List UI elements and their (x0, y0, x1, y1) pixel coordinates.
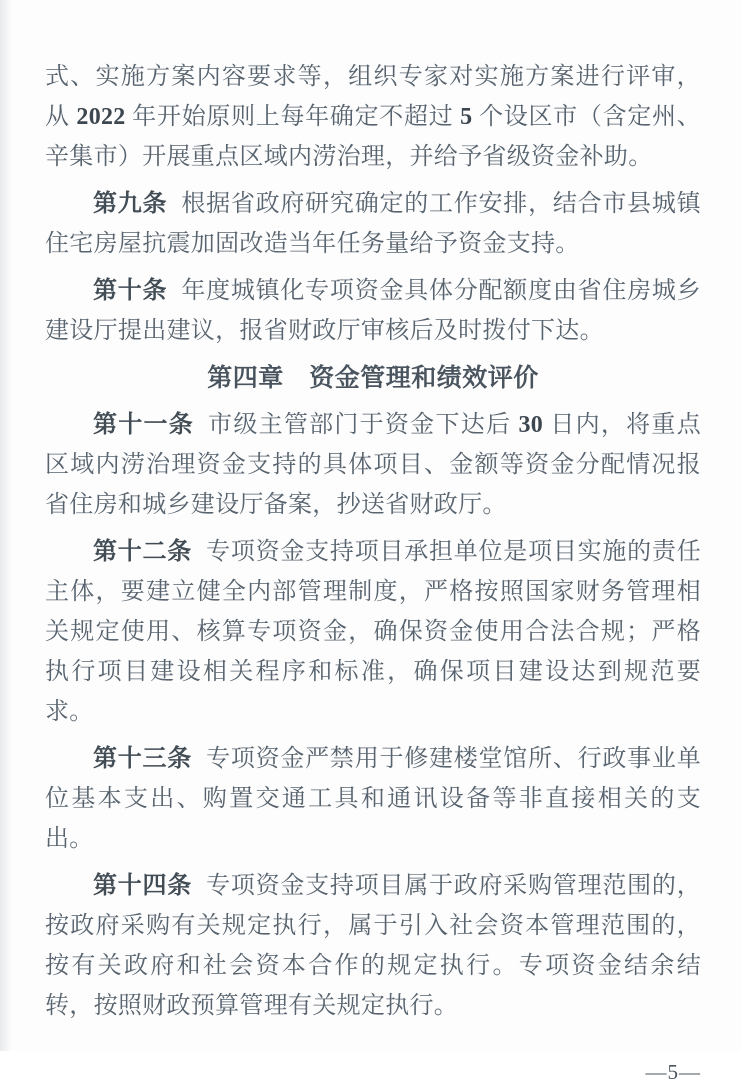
article-11-paragraph (45, 405, 701, 525)
paragraph-text: 专项资金严禁用于修建楼堂馆所、行政事业单位基本支出、购置交通工具和通讯设备等非直接相关的支出。 (45, 746, 701, 852)
paragraph-text: 专项资金支持项目属于政府采购管理范围的，按政府采购有关规定执行，属于引入社会资本管理范围的，按有关政府和社会资本合作的规定执行。专项资金结余结转，按照财政预算管理有关规定执行。 (45, 873, 701, 1019)
paragraph-text: 年度城镇化专项资金具体分配额度由省住房城乡建设厅提出建议，报省财政厅审核后及时拨付下达。 (45, 278, 701, 344)
article-11-label: 第十一条 (93, 411, 195, 438)
article-9-paragraph (45, 184, 701, 264)
article-10-paragraph (45, 271, 701, 351)
article-13-label: 第十三条 (93, 745, 193, 772)
article-14-paragraph (45, 866, 701, 1026)
paragraph-text: 根据省政府研究确定的工作安排，结合市县城镇住宅房屋抗震加固改造当年任务量给予资金支持。 (45, 191, 701, 257)
article-14-label: 第十四条 (93, 872, 193, 899)
year-number: 2022 (76, 104, 126, 130)
article-9-label: 第九条 (93, 190, 168, 217)
days-number: 30 (518, 412, 544, 438)
article-12-paragraph (45, 532, 701, 732)
article-13-paragraph (45, 739, 701, 859)
article-10-label: 第十条 (93, 277, 168, 304)
paragraph-text: 式、实施方案内容要求等，组织专家对实施方案进行评审，从 (45, 64, 701, 130)
paragraph-text: 个设区市（含定州、辛集市）开展重点区域内涝治理，并给予省级资金补助。 (45, 104, 701, 170)
paragraph-text: 年开始原则上每年确定不超过 (125, 104, 461, 130)
paragraph-text: 专项资金支持项目承担单位是项目实施的责任主体，要建立健全内部管理制度，严格按照国家财务管理相关规定使用、核算专项资金，确保资金使用合法合规；严格执行项目建设相关程序和标准，确保项目建设达到规范要求。 (45, 539, 701, 725)
page-number: —5— (645, 1060, 701, 1084)
paragraph-text: 市级主管部门于资金下达后 (208, 412, 519, 438)
continuation-paragraph (45, 57, 701, 177)
city-count-number: 5 (460, 104, 473, 130)
article-12-label: 第十二条 (93, 538, 193, 565)
document-content (45, 0, 701, 1085)
chapter-heading: 第四章 资金管理和绩效评价 (207, 364, 539, 392)
paragraph-text: 日内，将重点区域内涝治理资金支持的具体项目、金额等资金分配情况报省住房和城乡建设厅备案，抄送省财政厅。 (45, 412, 701, 518)
